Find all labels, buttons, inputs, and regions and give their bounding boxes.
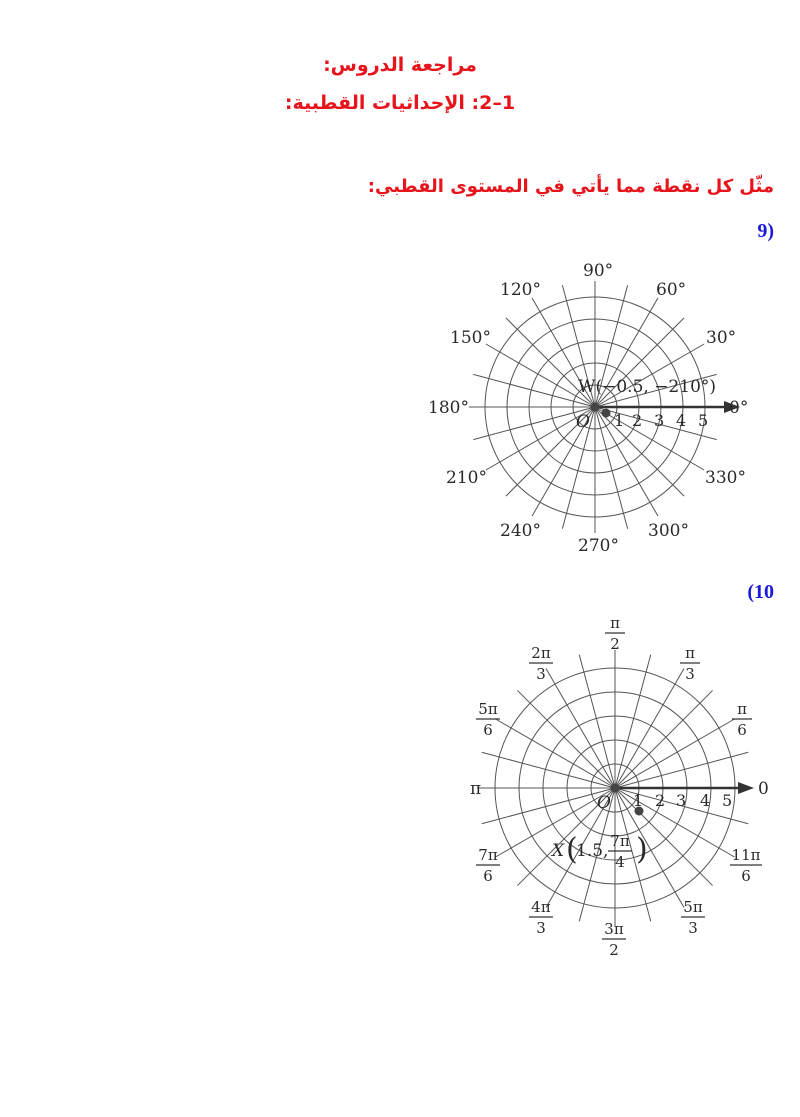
point-x-close-paren: ) [636,832,648,867]
point-x-theta-den: 4 [615,853,625,871]
svg-text:3: 3 [536,665,546,683]
point-x-prefix: X [552,841,565,861]
angle-label-0: 0° [729,398,749,418]
angle-label-270: 270° [578,536,619,556]
svg-text:π: π [610,618,620,632]
radius-label-2: 2 [655,791,666,810]
svg-text:6: 6 [741,867,751,885]
grid-spoke [595,407,704,470]
angle-label-pi-over-3 [680,644,700,683]
polar-grid-10 [460,618,780,963]
angle-label-240: 240° [500,521,541,541]
angle-label-30: 30° [706,328,737,348]
point-x-open-paren: ( [566,832,578,867]
angle-label-180: 180° [428,398,469,418]
angle-label-4pi-over-3 [529,898,553,937]
angle-label-pi-over-2 [605,618,625,653]
svg-text:π: π [685,644,695,662]
svg-text:π: π [737,700,747,718]
angle-label-5pi-over-6 [476,700,500,739]
grid-spoke [615,719,735,788]
grid-spoke [482,788,615,824]
svg-text:3: 3 [688,919,698,937]
radius-label-3: 3 [676,791,687,810]
origin-dot [611,784,620,793]
grid-spoke [595,407,658,516]
angle-label-5pi-over-3 [681,898,705,937]
radius-label-4: 4 [676,411,687,430]
svg-text:5π: 5π [478,700,498,718]
angle-label-3pi-over-2 [602,920,626,959]
svg-text:3π: 3π [604,920,624,938]
grid-spoke [486,344,595,407]
point-w-label: W(−0.5, −210°) [578,377,717,397]
svg-text:3: 3 [536,919,546,937]
radius-label-1: 1 [614,411,625,430]
problem-10-number: (10 [747,581,774,603]
angle-label-90: 90° [583,261,614,281]
grid-spoke [546,668,615,788]
arrow-head-icon [738,782,754,794]
origin-dot [591,403,600,412]
grid-spoke [615,668,684,788]
svg-text:2: 2 [609,941,619,959]
point-x-r: 1.5, [576,841,609,861]
svg-text:6: 6 [483,867,493,885]
radius-label-1: 1 [633,791,644,810]
problem-9-number: 9) [757,220,774,242]
svg-text:7π: 7π [478,846,498,864]
origin-label: O [576,412,590,432]
grid-spoke [495,719,615,788]
radius-label-5: 5 [698,411,709,430]
svg-text:6: 6 [483,721,493,739]
svg-text:6: 6 [737,721,747,739]
angle-label-60: 60° [656,280,687,300]
radius-label-5: 5 [722,791,733,810]
polar-grid-9 [410,255,770,560]
point-w-dot [602,409,611,418]
point-x-theta-num: 7π [610,832,630,850]
angle-label-2pi-over-3 [529,644,553,683]
angle-label-pi: π [470,779,482,799]
svg-text:5π: 5π [683,898,703,916]
angle-label-150: 150° [450,328,491,348]
angle-label-pi-over-6 [732,700,752,739]
angle-label-zero: 0 [758,779,769,799]
angle-label-120: 120° [500,280,541,300]
grid-spoke [473,374,595,407]
svg-text:2: 2 [610,635,620,653]
radius-label-3: 3 [654,411,665,430]
grid-spoke [615,752,748,788]
angle-label-330: 330° [705,468,746,488]
instruction-text: مثّل كل نقطة مما يأتي في المستوى القطبي: [367,176,774,197]
svg-text:2π: 2π [531,644,551,662]
angle-label-7pi-over-6 [476,846,500,885]
radius-label-2: 2 [632,411,643,430]
grid-spoke [579,655,615,788]
origin-label: O [597,793,611,813]
section-title: 1–2: الإحداثيات القطبية: [284,92,516,114]
page-title: مراجعة الدروس: [323,54,477,76]
angle-label-11pi-over-6 [730,846,762,885]
grid-spoke [482,752,615,788]
svg-text:4π: 4π [531,898,551,916]
grid-spoke [615,655,651,788]
grid-spoke [595,344,704,407]
angle-label-300: 300° [648,521,689,541]
svg-text:11π: 11π [731,846,761,864]
angle-label-210: 210° [446,468,487,488]
svg-text:3: 3 [685,665,695,683]
radius-label-4: 4 [700,791,711,810]
